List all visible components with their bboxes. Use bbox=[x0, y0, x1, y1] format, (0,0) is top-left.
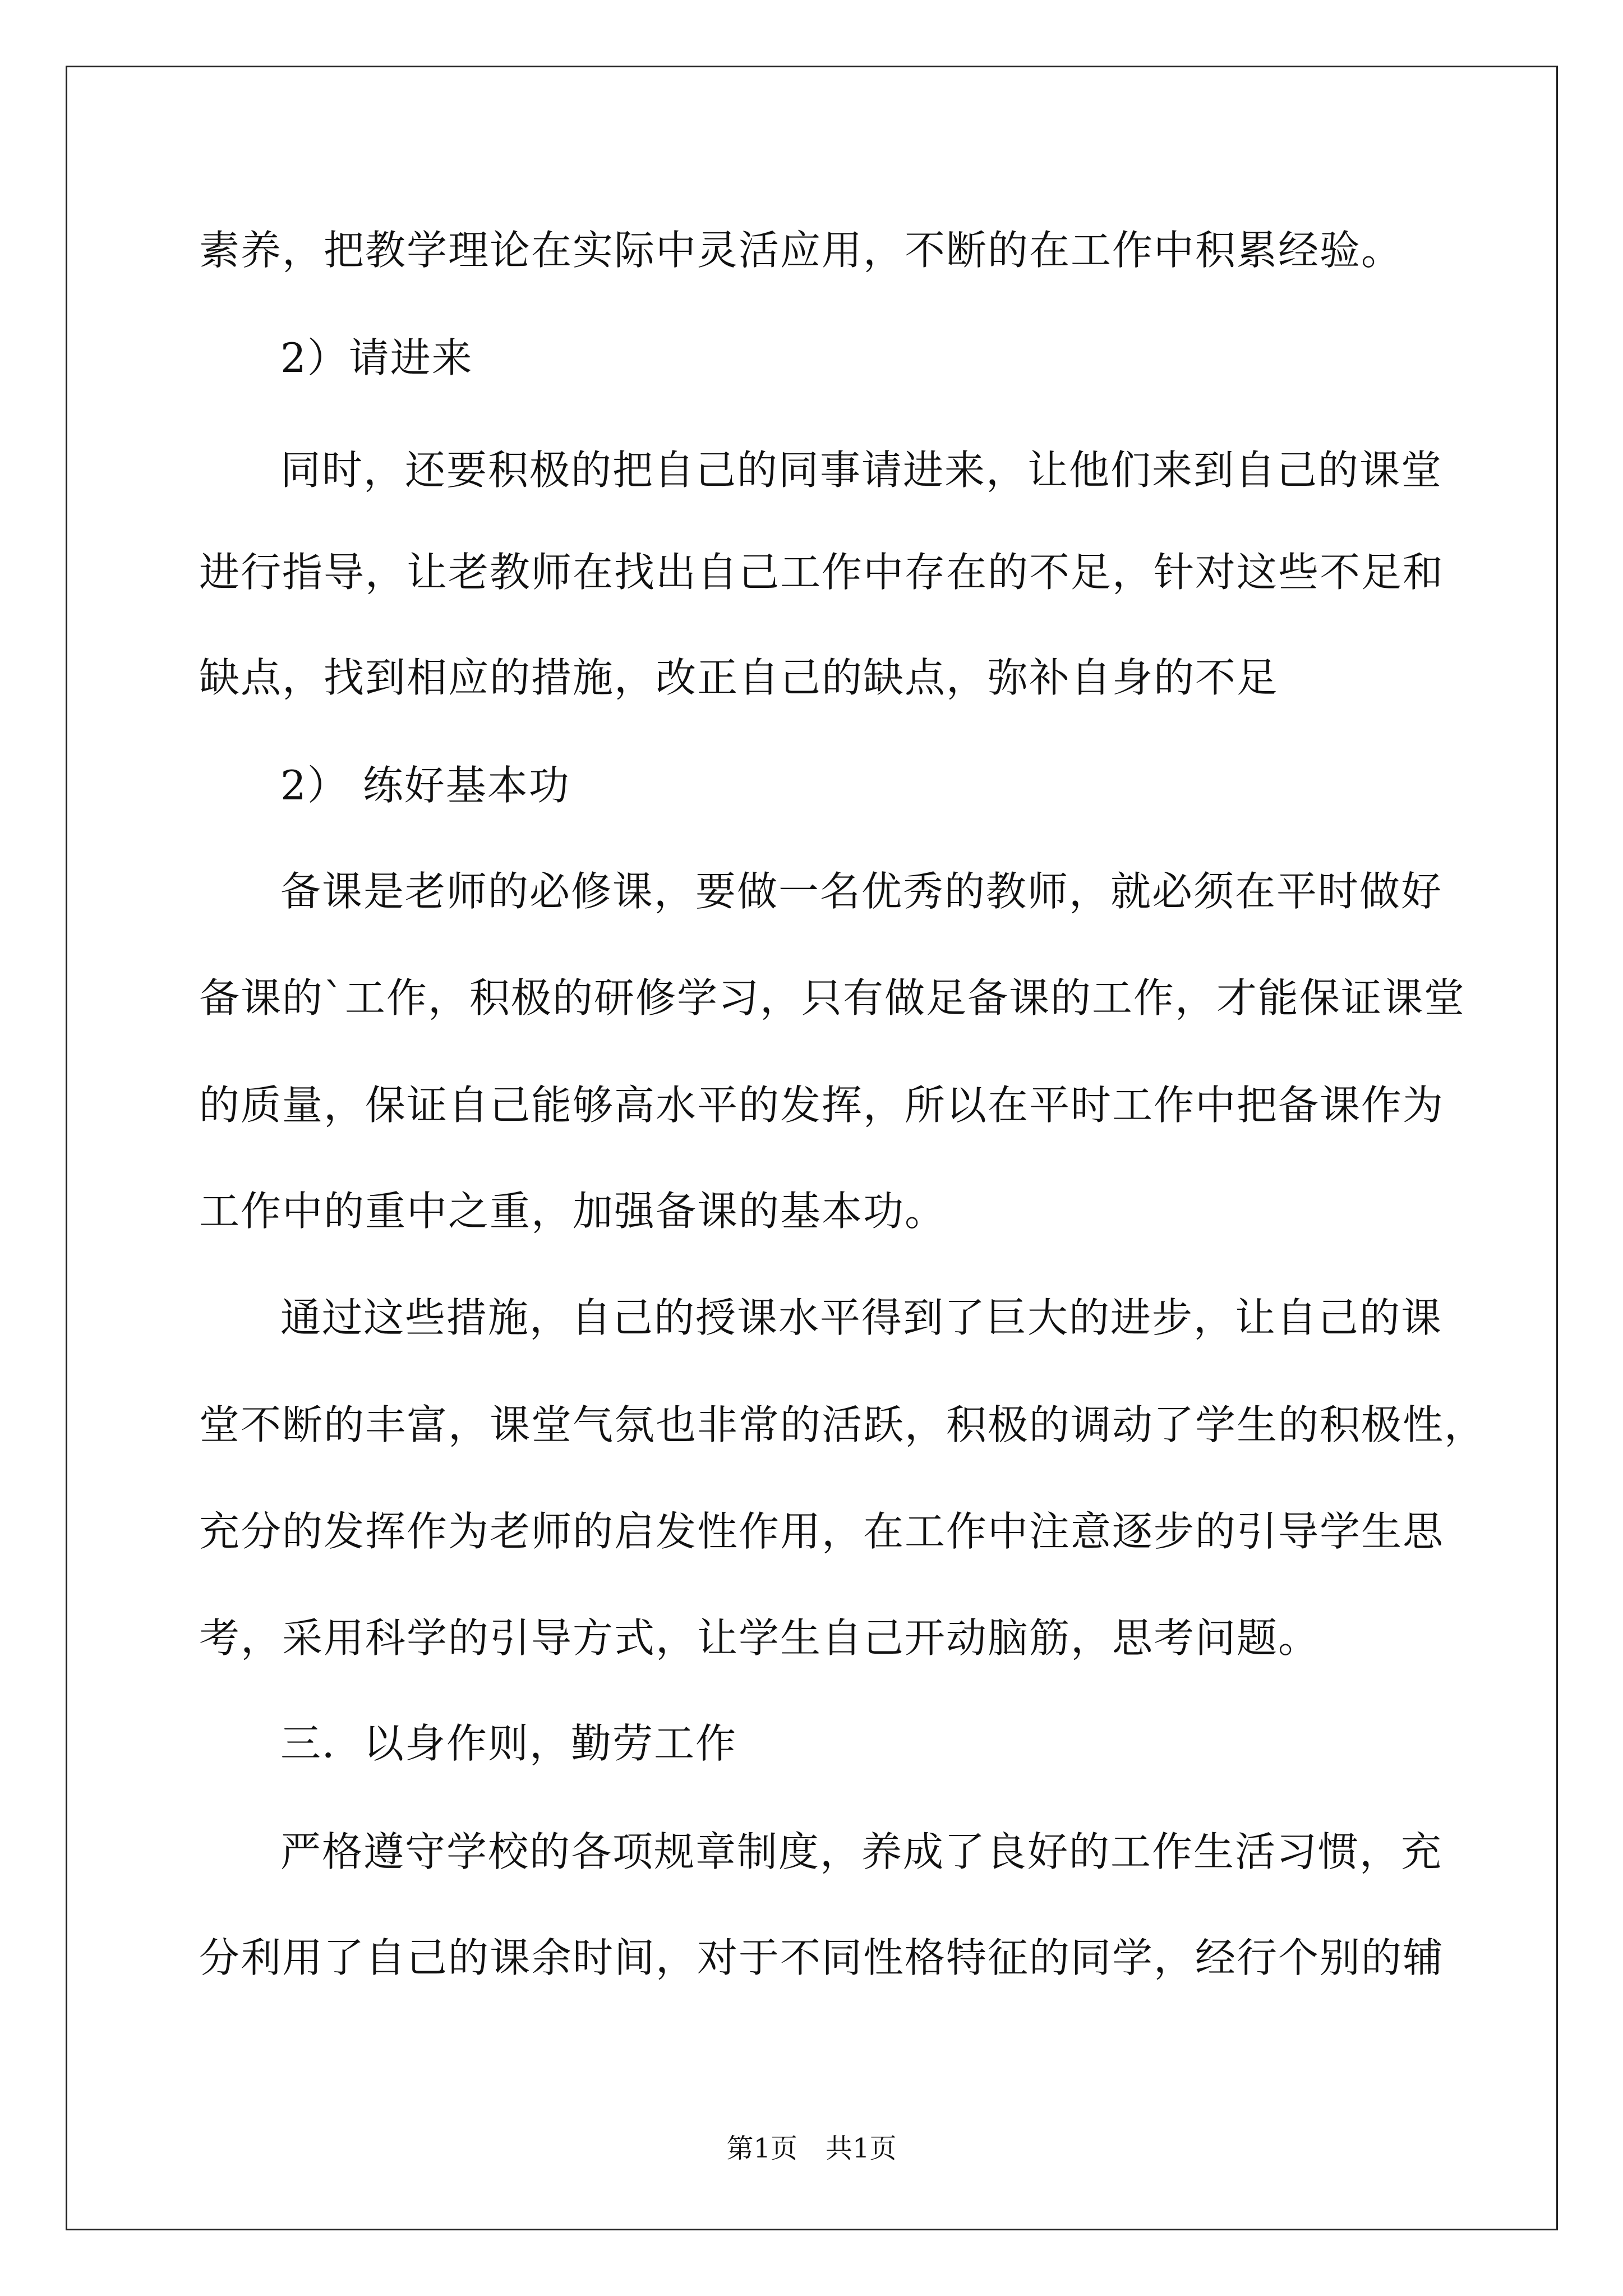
paragraph-line: 缺点，找到相应的措施，改正自己的缺点，弥补自身的不足 bbox=[199, 654, 1279, 701]
paragraph-line: 考，采用科学的引导方式，让学生自己开动脑筋，思考问题。 bbox=[199, 1614, 1320, 1662]
section-heading: 2）请进来 bbox=[280, 334, 473, 381]
paragraph-line: 同时，还要积极的把自己的同事请进来，让他们来到自己的课堂 bbox=[280, 447, 1443, 494]
paragraph-line: 分利用了自己的课余时间，对于不同性格特征的同学，经行个别的辅 bbox=[199, 1934, 1445, 1981]
paragraph-line: 备课的`工作，积极的研修学习，只有做足备课的工作，才能保证课堂 bbox=[199, 974, 1466, 1022]
paragraph-line: 备课是老师的必修课，要做一名优秀的教师，就必须在平时做好 bbox=[280, 868, 1443, 915]
page-border bbox=[66, 66, 1558, 2230]
paragraph-line: 素养，把教学理论在实际中灵活应用，不断的在工作中积累经验。 bbox=[199, 227, 1403, 274]
paragraph-line: 的质量，保证自己能够高水平的发挥，所以在平时工作中把备课作为 bbox=[199, 1082, 1445, 1129]
page-total: 共1页 bbox=[826, 2133, 897, 2164]
page-footer bbox=[0, 2132, 1623, 2165]
paragraph-line: 充分的发挥作为老师的启发性作用，在工作中注意逐步的引导学生思 bbox=[199, 1508, 1445, 1555]
section-heading: 2） 练好基本功 bbox=[280, 762, 570, 809]
paragraph-line: 堂不断的丰富，课堂气氛也非常的活跃，积极的调动了学生的积极性， bbox=[199, 1401, 1486, 1448]
paragraph-line: 进行指导，让老教师在找出自己工作中存在的不足，针对这些不足和 bbox=[199, 549, 1445, 596]
paragraph-line: 严格遵守学校的各项规章制度，养成了良好的工作生活习惯，充 bbox=[280, 1828, 1443, 1875]
paragraph-line: 工作中的重中之重，加强备课的基本功。 bbox=[199, 1188, 947, 1235]
paragraph-line: 通过这些措施，自己的授课水平得到了巨大的进步，让自己的课 bbox=[280, 1294, 1443, 1341]
section-heading: 三．以身作则，勤劳工作 bbox=[280, 1720, 737, 1767]
page-number: 第1页 bbox=[726, 2133, 797, 2164]
